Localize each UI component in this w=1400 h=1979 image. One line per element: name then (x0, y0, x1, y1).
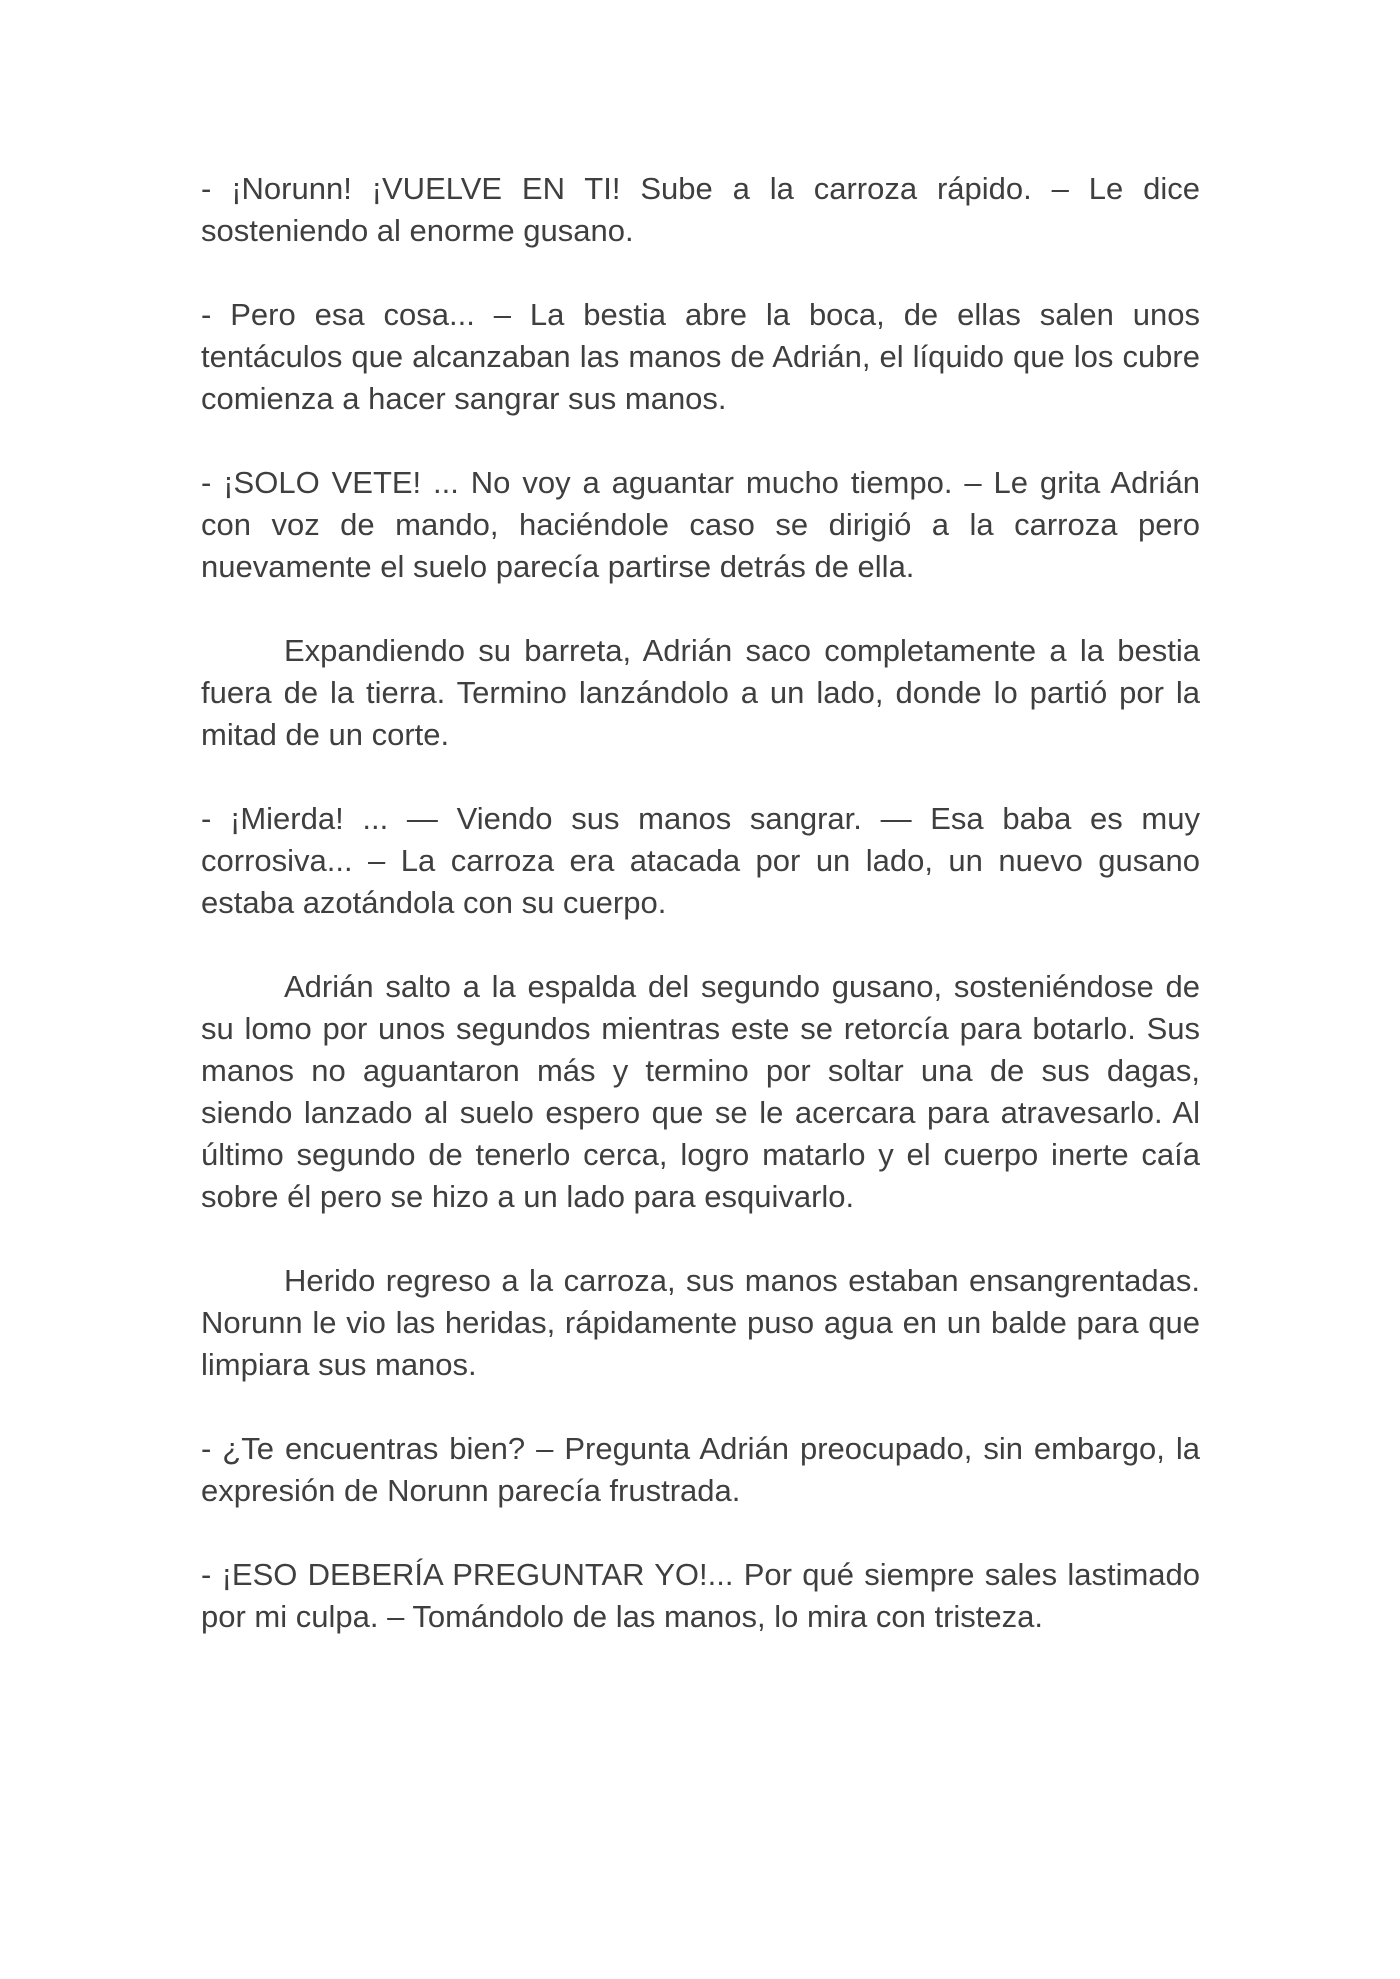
paragraph-narration-1: Expandiendo su barreta, Adrián saco completamente a la bestia fuera de la tierra. Termino lanzándolo a un lado, donde lo partió por la mitad de un corte. (201, 633, 1200, 752)
paragraph-narration-3: Herido regreso a la carroza, sus manos estaban ensangrentadas. Norunn le vio las heridas, rápidamente puso agua en un balde para que limpiara sus manos. (201, 1263, 1200, 1382)
paragraph-dialogue-5: - ¿Te encuentras bien? – Pregunta Adrián preocupado, sin embargo, la expresión de Norunn parecía frustrada. (201, 1431, 1200, 1508)
paragraph-dialogue-2: - Pero esa cosa... – La bestia abre la boca, de ellas salen unos tentáculos que alcanzaban las manos de Adrián, el líquido que los cubre comienza a hacer sangrar sus manos. (201, 297, 1200, 416)
paragraph-dialogue-6: - ¡ESO DEBERÍA PREGUNTAR YO!... Por qué siempre sales lastimado por mi culpa. – Tomándolo de las manos, lo mira con tristeza. (201, 1557, 1200, 1634)
paragraph-dialogue-3: - ¡SOLO VETE! ... No voy a aguantar mucho tiempo. – Le grita Adrián con voz de mando, haciéndole caso se dirigió a la carroza pero nuevamente el suelo parecía partirse detrás de ella. (201, 465, 1200, 584)
paragraph-dialogue-4: - ¡Mierda! ... — Viendo sus manos sangrar. — Esa baba es muy corrosiva... – La carroza era atacada por un lado, un nuevo gusano estaba azotándola con su cuerpo. (201, 801, 1200, 920)
paragraph-narration-2: Adrián salto a la espalda del segundo gusano, sosteniéndose de su lomo por unos segundos mientras este se retorcía para botarlo. Sus manos no aguantaron más y termino por soltar una de sus dagas, siendo lanzado al suelo espero que se le acercara para atravesarlo. Al último segundo de tenerlo cerca, logro matarlo y el cuerpo inerte caía sobre él pero se hizo a un lado para esquivarlo. (201, 969, 1200, 1214)
paragraph-dialogue-1: - ¡Norunn! ¡VUELVE EN TI! Sube a la carroza rápido. – Le dice sosteniendo al enorme gusano. (201, 171, 1200, 248)
story-text (201, 168, 1200, 1680)
